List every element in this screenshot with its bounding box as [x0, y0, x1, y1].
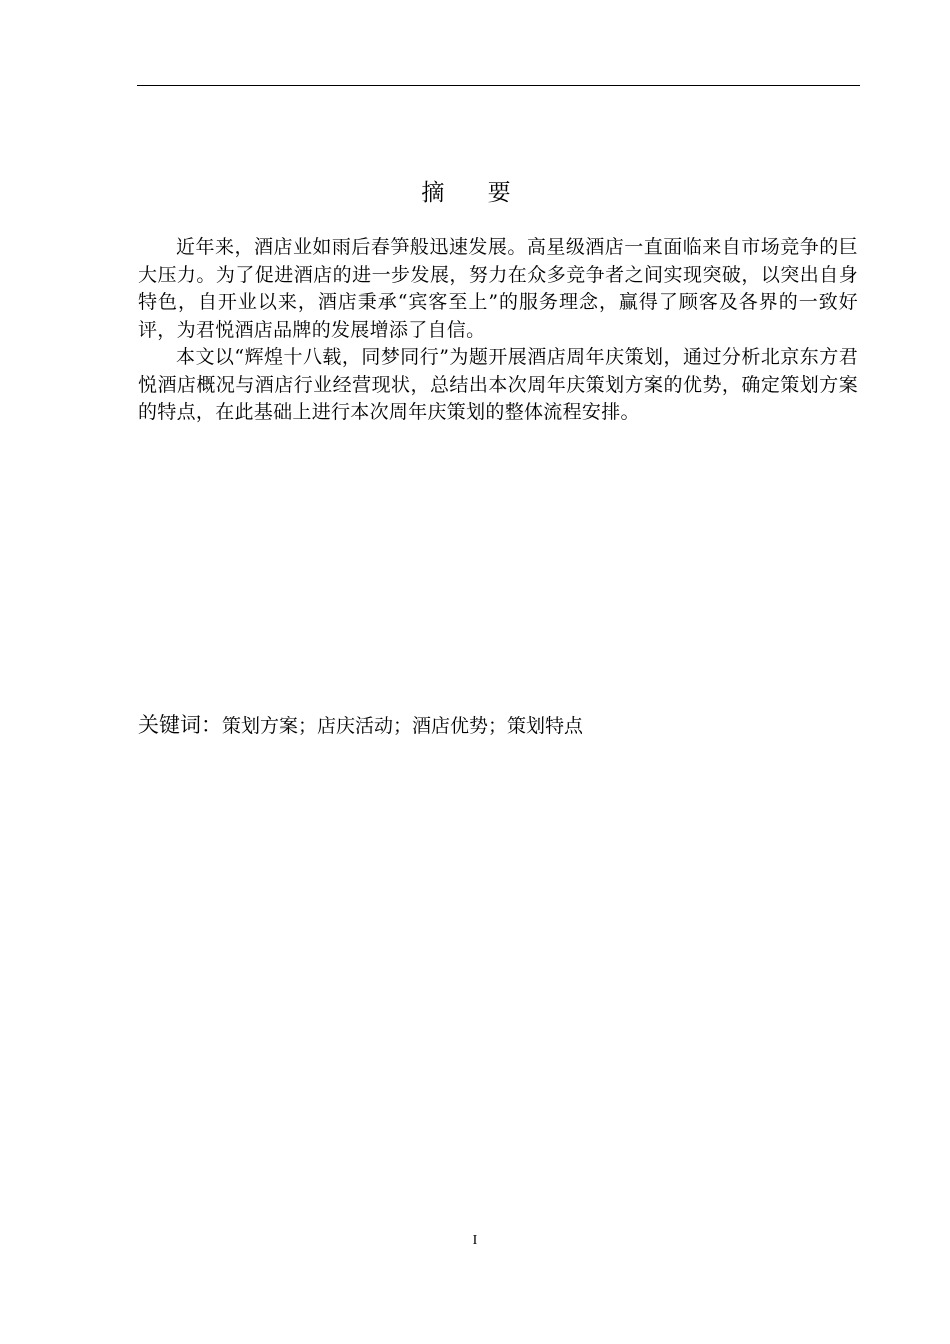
- abstract-body: [138, 234, 858, 427]
- header-rule: [137, 85, 860, 86]
- keywords-line: [138, 710, 858, 741]
- abstract-paragraph-2: 本文以“辉煌十八载，同梦同行”为题开展酒店周年庆策划，通过分析北京东方君悦酒店概况与酒店行业经营现状，总结出本次周年庆策划方案的优势，确定策划方案的特点，在此基础上进行本次周年庆策划的整体流程安排。: [138, 346, 858, 423]
- keywords-label: 关键词：: [138, 713, 222, 737]
- keywords-text: 策划方案；店庆活动；酒店优势；策划特点: [222, 715, 584, 737]
- abstract-title: 摘 要: [421, 180, 529, 206]
- page-number: I: [472, 1233, 478, 1248]
- abstract-paragraph-1: 近年来，酒店业如雨后春笋般迅速发展。高星级酒店一直面临来自市场竞争的巨大压力。为了促进酒店的进一步发展，努力在众多竞争者之间实现突破，以突出自身特色，自开业以来，酒店秉承“宾客至上”的服务理念，赢得了顾客及各界的一致好评，为君悦酒店品牌的发展增添了自信。: [138, 236, 858, 341]
